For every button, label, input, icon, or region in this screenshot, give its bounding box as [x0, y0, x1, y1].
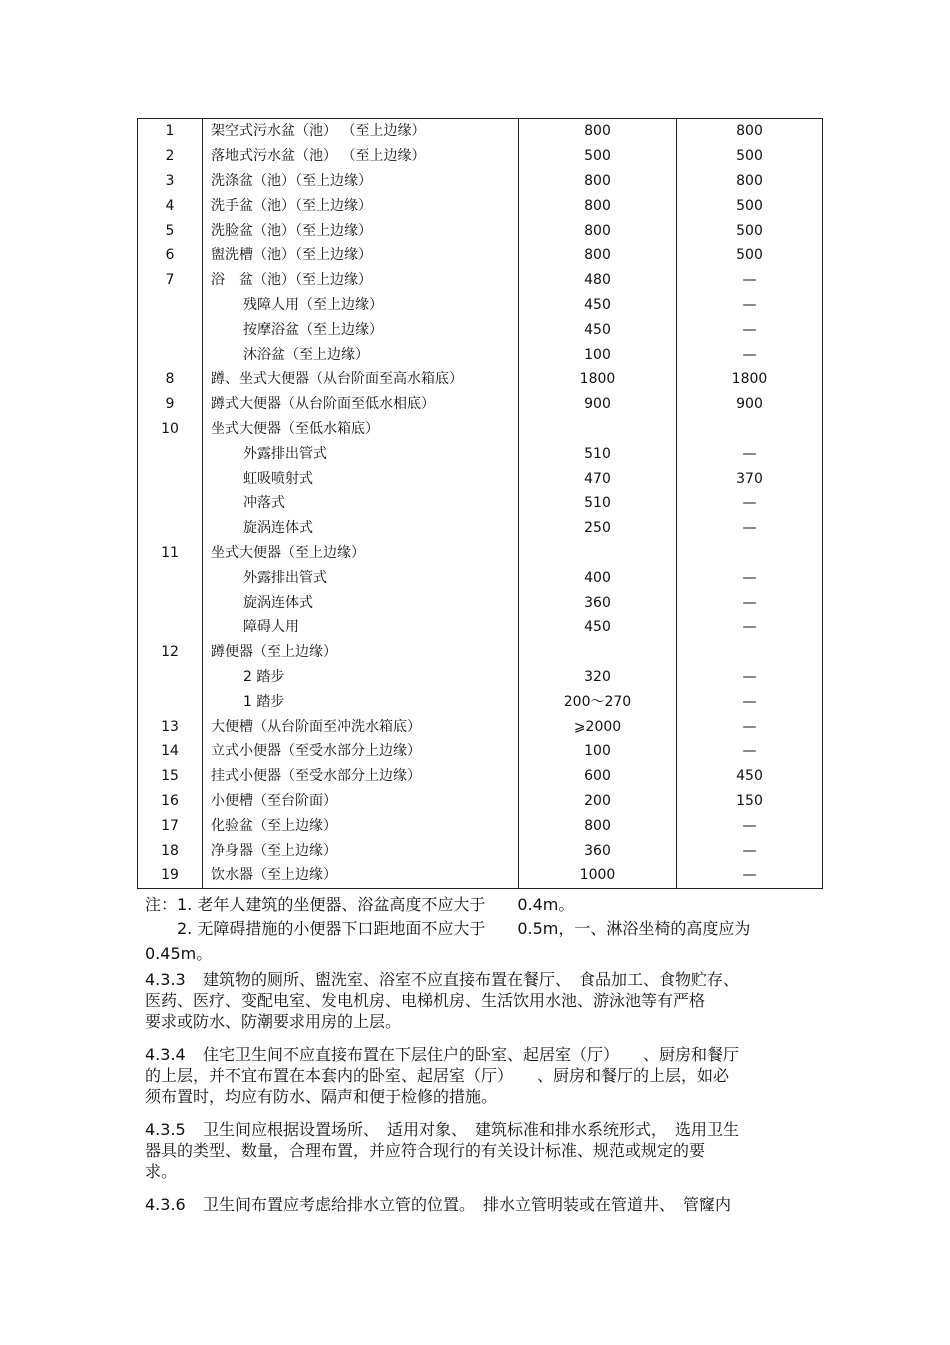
- row-number: [138, 317, 203, 342]
- clause-4-3-6: [145, 1194, 731, 1215]
- table-row: [138, 838, 823, 863]
- row-number: 1: [138, 119, 203, 144]
- fixture-name: 障碍人用: [203, 615, 519, 640]
- height-kindergarten: 370: [736, 470, 763, 487]
- row-number: 5: [138, 218, 203, 243]
- fixture-name: 洗涤盆（池）（至上边缘）: [203, 169, 519, 194]
- height-residential: 200: [519, 789, 677, 814]
- fixture-name: 净身器（至上边缘）: [203, 838, 519, 863]
- fixture-name: 旋涡连体式: [203, 516, 519, 541]
- table-row: [138, 441, 823, 466]
- fixture-name: 挂式小便器（至受水部分上边缘）: [203, 764, 519, 789]
- table-body: [138, 119, 823, 889]
- clause-text: 建筑物的厕所、盥洗室、浴室不应直接布置在餐厅、 食品加工、食物贮存、: [203, 970, 740, 989]
- height-kindergarten: 500: [736, 247, 763, 264]
- table-row: [138, 640, 823, 665]
- note-line-2: 2. 无障碍措施的小便器下口距地面不应大于 0.5m，一、淋浴坐椅的高度应为: [177, 919, 751, 938]
- height-residential: 450: [519, 293, 677, 318]
- height-residential: 800: [519, 218, 677, 243]
- height-kindergarten: —: [742, 594, 757, 611]
- fixture-name: 1 踏步: [203, 689, 519, 714]
- fixture-name: 浴 盆（池）（至上边缘）: [203, 268, 519, 293]
- height-residential: 800: [519, 119, 677, 144]
- height-residential: 800: [519, 169, 677, 194]
- table-row: [138, 169, 823, 194]
- height-kindergarten: —: [742, 495, 757, 512]
- table-row: [138, 466, 823, 491]
- table-row: [138, 144, 823, 169]
- row-number: [138, 516, 203, 541]
- clause-text: 卫生间应根据设置场所、 适用对象、 建筑标准和排水系统形式， 选用卫生: [203, 1120, 740, 1139]
- clause-line: 须布置时，均应有防水、隔声和便于检修的措施。: [145, 1087, 498, 1106]
- table-row: [138, 119, 823, 144]
- height-kindergarten: [677, 640, 823, 665]
- row-number: 8: [138, 367, 203, 392]
- height-residential: 1000: [519, 863, 677, 888]
- fixture-name: 坐式大便器（至上边缘）: [203, 541, 519, 566]
- fixture-name: 蹲式大便器（从台阶面至低水相底）: [203, 392, 519, 417]
- clause-line: [145, 1044, 739, 1065]
- row-number: 2: [138, 144, 203, 169]
- height-residential: [519, 417, 677, 442]
- height-kindergarten: —: [742, 718, 757, 735]
- height-residential: 800: [519, 813, 677, 838]
- row-number: 4: [138, 193, 203, 218]
- height-kindergarten: —: [742, 272, 757, 289]
- fixture-name: 按摩浴盆（至上边缘）: [203, 317, 519, 342]
- table-row: [138, 392, 823, 417]
- height-residential: 800: [519, 243, 677, 268]
- table-row: [138, 863, 823, 888]
- height-kindergarten: —: [742, 321, 757, 338]
- row-number: 3: [138, 169, 203, 194]
- height-kindergarten: 150: [736, 792, 763, 809]
- table-row: [138, 218, 823, 243]
- row-number: [138, 293, 203, 318]
- height-residential: 360: [519, 838, 677, 863]
- height-residential: ⩾2000: [519, 714, 677, 739]
- row-number: 17: [138, 813, 203, 838]
- fixture-name: 坐式大便器（至低水箱底）: [203, 417, 519, 442]
- height-residential: 450: [519, 317, 677, 342]
- height-residential: 100: [519, 342, 677, 367]
- table-row: [138, 789, 823, 814]
- height-residential: 100: [519, 739, 677, 764]
- clause-line: [145, 969, 739, 990]
- clause-line: 医药、医疗、变配电室、发电机房、电梯机房、生活饮用水池、游泳池等有严格: [145, 991, 706, 1010]
- clause-text: 住宅卫生间不应直接布置在下层住户的卧室、起居室（厅） 、厨房和餐厅: [203, 1045, 740, 1064]
- row-number: [138, 590, 203, 615]
- height-kindergarten: 1800: [731, 371, 768, 388]
- fixture-name: 饮水器（至上边缘）: [203, 863, 519, 888]
- height-kindergarten: 500: [736, 197, 763, 214]
- height-kindergarten: 800: [736, 172, 763, 189]
- clause-line: [145, 1194, 731, 1215]
- row-number: 11: [138, 541, 203, 566]
- row-number: [138, 615, 203, 640]
- height-kindergarten: —: [742, 867, 757, 884]
- table-row: [138, 764, 823, 789]
- table-row: [138, 739, 823, 764]
- fixture-name: 洗手盆（池）（至上边缘）: [203, 193, 519, 218]
- fixture-name: 化验盆（至上边缘）: [203, 813, 519, 838]
- height-residential: 600: [519, 764, 677, 789]
- table-row: [138, 689, 823, 714]
- fixture-name: 虹吸喷射式: [203, 466, 519, 491]
- table-row: [138, 491, 823, 516]
- height-kindergarten: —: [742, 445, 757, 462]
- height-residential: 1800: [519, 367, 677, 392]
- height-kindergarten: —: [742, 296, 757, 313]
- fixture-name: 蹲、坐式大便器（从台阶面至高水箱底）: [203, 367, 519, 392]
- table-row: [138, 417, 823, 442]
- row-number: 19: [138, 863, 203, 888]
- row-number: 14: [138, 739, 203, 764]
- height-residential: 510: [519, 441, 677, 466]
- row-number: 13: [138, 714, 203, 739]
- note-line-3: 0.45m。: [145, 944, 213, 963]
- table-row: [138, 367, 823, 392]
- fixture-name: 沐浴盆（至上边缘）: [203, 342, 519, 367]
- height-residential: 450: [519, 615, 677, 640]
- height-residential: 800: [519, 193, 677, 218]
- height-kindergarten: [677, 417, 823, 442]
- table-row: [138, 342, 823, 367]
- clause-line: 的上层，并不宜布置在本套内的卧室、起居室（厅） 、厨房和餐厅的上层，如必: [145, 1066, 730, 1085]
- height-kindergarten: —: [742, 668, 757, 685]
- fixture-name: 外露排出管式: [203, 441, 519, 466]
- fixture-name: 大便槽（从台阶面至冲洗水箱底）: [203, 714, 519, 739]
- row-number: 9: [138, 392, 203, 417]
- table-row: [138, 193, 823, 218]
- height-residential: 480: [519, 268, 677, 293]
- height-residential: [519, 640, 677, 665]
- height-residential: 360: [519, 590, 677, 615]
- clause-line: [145, 1119, 739, 1140]
- clause-number: 4.3.5: [145, 1120, 186, 1139]
- clause-number: 4.3.6: [145, 1195, 186, 1214]
- height-residential: 900: [519, 392, 677, 417]
- table-row: [138, 317, 823, 342]
- row-number: [138, 565, 203, 590]
- clause-text: 卫生间布置应考虑给排水立管的位置。 排水立管明装或在管道井、 管窿内: [203, 1195, 732, 1214]
- clause-line: 要求或防水、防潮要求用房的上层。: [145, 1012, 402, 1031]
- fixture-name: 残障人用（至上边缘）: [203, 293, 519, 318]
- table-row: [138, 565, 823, 590]
- height-kindergarten: —: [742, 619, 757, 636]
- fixture-name: 架空式污水盆（池） （至上边缘）: [203, 119, 519, 144]
- row-number: [138, 441, 203, 466]
- table-row: [138, 293, 823, 318]
- height-residential: 400: [519, 565, 677, 590]
- table-row: [138, 541, 823, 566]
- height-residential: 250: [519, 516, 677, 541]
- height-residential: 500: [519, 144, 677, 169]
- row-number: [138, 665, 203, 690]
- fixture-name: 蹲便器（至上边缘）: [203, 640, 519, 665]
- table-row: [138, 243, 823, 268]
- row-number: [138, 491, 203, 516]
- height-residential: 200～270: [519, 689, 677, 714]
- height-kindergarten: 900: [736, 396, 763, 413]
- row-number: 15: [138, 764, 203, 789]
- row-number: [138, 689, 203, 714]
- height-residential: 320: [519, 665, 677, 690]
- fixture-name: 冲落式: [203, 491, 519, 516]
- clause-4-3-5: [145, 1119, 739, 1182]
- row-number: 10: [138, 417, 203, 442]
- clause-number: 4.3.4: [145, 1045, 186, 1064]
- table-row: [138, 615, 823, 640]
- table-row: [138, 665, 823, 690]
- row-number: [138, 342, 203, 367]
- height-kindergarten: —: [742, 817, 757, 834]
- row-number: 16: [138, 789, 203, 814]
- height-kindergarten: —: [742, 743, 757, 760]
- height-kindergarten: [677, 541, 823, 566]
- clause-4-3-3: [145, 969, 739, 1032]
- fixture-name: 外露排出管式: [203, 565, 519, 590]
- fixture-name: 洗脸盆（池）（至上边缘）: [203, 218, 519, 243]
- row-number: 6: [138, 243, 203, 268]
- height-kindergarten: 800: [736, 123, 763, 140]
- table-row: [138, 516, 823, 541]
- height-kindergarten: —: [742, 346, 757, 363]
- height-kindergarten: —: [742, 569, 757, 586]
- row-number: [138, 466, 203, 491]
- row-number: 12: [138, 640, 203, 665]
- height-residential: 510: [519, 491, 677, 516]
- height-kindergarten: —: [742, 842, 757, 859]
- fixture-name: 2 踏步: [203, 665, 519, 690]
- clause-number: 4.3.3: [145, 970, 186, 989]
- height-residential: [519, 541, 677, 566]
- note-line-1: 注：1. 老年人建筑的坐便器、浴盆高度不应大于 0.4m。: [145, 895, 575, 914]
- height-kindergarten: 450: [736, 768, 763, 785]
- fixture-name: 立式小便器（至受水部分上边缘）: [203, 739, 519, 764]
- fixture-height-table: [137, 118, 823, 889]
- row-number: 18: [138, 838, 203, 863]
- height-kindergarten: —: [742, 693, 757, 710]
- height-kindergarten: 500: [736, 222, 763, 239]
- table-row: [138, 268, 823, 293]
- fixture-name: 盥洗槽（池）（至上边缘）: [203, 243, 519, 268]
- height-residential: 470: [519, 466, 677, 491]
- fixture-name: 落地式污水盆（池） （至上边缘）: [203, 144, 519, 169]
- height-kindergarten: 500: [736, 148, 763, 165]
- fixture-name: 旋涡连体式: [203, 590, 519, 615]
- table-row: [138, 813, 823, 838]
- table-row: [138, 714, 823, 739]
- height-kindergarten: —: [742, 520, 757, 537]
- clause-line: 器具的类型、数量，合理布置，并应符合现行的有关设计标准、规范或规定的要: [145, 1141, 706, 1160]
- table-row: [138, 590, 823, 615]
- clause-4-3-4: [145, 1044, 739, 1107]
- clause-line: 求。: [145, 1162, 178, 1181]
- row-number: 7: [138, 268, 203, 293]
- fixture-name: 小便槽（至台阶面）: [203, 789, 519, 814]
